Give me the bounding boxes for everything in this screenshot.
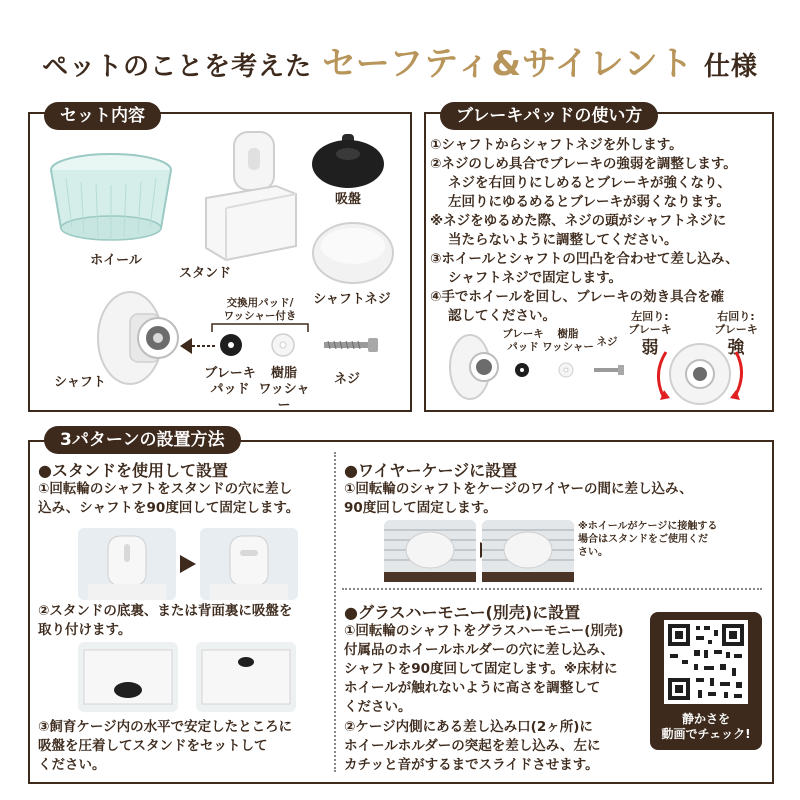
brake-step-line-9: 認してください。: [448, 308, 556, 324]
wire-note: ※ホイールがケージに接触する 場合はスタンドをご使用くだ さい。: [578, 521, 718, 558]
right-strength-label: 強: [727, 338, 745, 358]
replacement-note: 交換用パッド/ ワッシャー付き: [223, 297, 297, 322]
install-divider-horizontal: [342, 588, 762, 590]
left-strength-label: 弱: [641, 338, 659, 358]
diagram-brake-pad-label: ブレーキ パッド: [502, 328, 544, 353]
set-contents-title: セット内容: [44, 102, 161, 130]
headline-suffix: 仕様: [703, 52, 758, 82]
wheel-label: ホイール: [90, 253, 142, 268]
brake-step-line-6: ③ホイールとシャフトの凹凸を合わせて差し込み、: [430, 251, 739, 267]
stand-install-heading: ●スタンドを使用して設置: [38, 461, 228, 480]
stand-install-step3: ③飼育ケージ内の水平で安定したところに 吸盤を圧着してスタンドをセットして ください。: [38, 719, 293, 773]
wire-photo-a: [384, 520, 476, 582]
brake-shaft-image: [448, 332, 504, 402]
shaft-screw-label: シャフトネジ: [313, 292, 391, 307]
stand-step1-photo-b: [200, 528, 298, 600]
stand-install-step1: ①回転輪のシャフトをスタンドの穴に差し 込み、シャフトを90度回して固定します。: [38, 481, 300, 516]
wire-install-step1: ①回転輪のシャフトをケージのワイヤーの間に差し込み、 90度回して固定します。: [344, 481, 693, 516]
suction-cup-label: 吸盤: [334, 192, 361, 207]
stand-step2-photo-b: [196, 642, 296, 712]
brake-step-line-5: 当たらないように調整してください。: [448, 232, 678, 248]
headline-prefix: ペットのことを考えた: [42, 52, 313, 82]
brake-pad-image: [218, 332, 244, 358]
glass-install-heading: ●グラスハーモニー(別売)に設置: [344, 603, 581, 622]
rotating-wheel-image: [650, 338, 750, 408]
glass-install-step1: ①回転輪のシャフトをグラスハーモニー(別売) 付属品のホイールホルダーの穴に差し込み、 シャフトを90度回して固定します。※床材に ホイールが触れないように高さを調整して ください。: [344, 623, 624, 715]
resin-washer-image: [270, 332, 296, 358]
brake-step-line-3: 左回りにゆるめるとブレーキが弱くなります。: [448, 194, 730, 210]
screw-label: ネジ: [333, 372, 360, 387]
stand-image: [196, 128, 306, 268]
stand-photo-c-art: [78, 642, 178, 712]
shaft-image: [96, 290, 182, 386]
diagram-brake-pad-icon: [514, 362, 530, 378]
headline: [0, 36, 800, 85]
brake-step-line-1: ②ネジのしめ具合でブレーキの強弱を調整します。: [430, 156, 737, 172]
wire-photo-b-art: [482, 520, 574, 582]
stand-photo-a-art: [78, 528, 176, 600]
shaft-screw-image: [310, 220, 396, 286]
stand-label: スタンド: [178, 266, 231, 281]
stand-step1-photo-a: [78, 528, 176, 600]
wheel-image: [46, 148, 176, 248]
brake-step-line-0: ①シャフトからシャフトネジを外します。: [430, 137, 683, 153]
assembly-arrow-icon: [178, 336, 218, 356]
install-divider-vertical: [334, 452, 336, 772]
glass-install-step2: ②ケージ内側にある差し込み口(2ヶ所)に ホイールホルダーの突起を差し込み、左に カチッと音がするまでスライドさせます。: [344, 719, 601, 773]
left-rotation-label: 左回り: ブレーキ: [628, 310, 672, 336]
brake-step-line-8: ④手でホイールを回し、ブレーキの効き具合を確: [430, 289, 725, 305]
install-title: 3パターンの設置方法: [44, 426, 241, 454]
qr-code-image[interactable]: [664, 620, 748, 704]
suction-cup-image: [308, 132, 388, 192]
diagram-washer-icon: [558, 362, 574, 378]
wire-photo-b: [482, 520, 574, 582]
brake-step-line-2: ネジを右回りにしめるとブレーキが強くなり、: [448, 175, 731, 191]
wire-photo-a-art: [384, 520, 476, 582]
shaft-label: シャフト: [54, 375, 106, 390]
wire-install-heading: ●ワイヤーケージに設置: [344, 461, 518, 480]
diagram-screw-label: ネジ: [596, 336, 618, 348]
stand-photo-d-art: [196, 642, 296, 712]
brake-step-line-7: シャフトネジで固定します。: [448, 270, 623, 286]
stand-photo-b-art: [200, 528, 298, 600]
brake-usage-title: ブレーキパッドの使い方: [440, 102, 658, 130]
stand-install-step2: ②スタンドの底裏、または背面裏に吸盤を 取り付けます。: [38, 603, 293, 638]
right-rotation-label: 右回り: ブレーキ: [714, 310, 758, 336]
headline-accent: セーフティ&サイレント: [322, 44, 694, 84]
qr-caption: 静かさを 動画でチェック!: [661, 712, 751, 741]
brake-pad-label: ブレーキ パッド: [204, 366, 256, 397]
resin-washer-label: 樹脂 ワッシャー: [258, 366, 310, 413]
diagram-resin-washer-label: 樹脂 ワッシャー: [542, 328, 594, 353]
diagram-screw-icon: [592, 364, 626, 376]
screw-image: [322, 336, 382, 354]
stand-step2-photo-a: [78, 642, 178, 712]
stand-step1-arrow-icon: [178, 553, 198, 575]
brake-step-line-4: ※ネジをゆるめた際、ネジの頭がシャフトネジに: [430, 213, 727, 229]
